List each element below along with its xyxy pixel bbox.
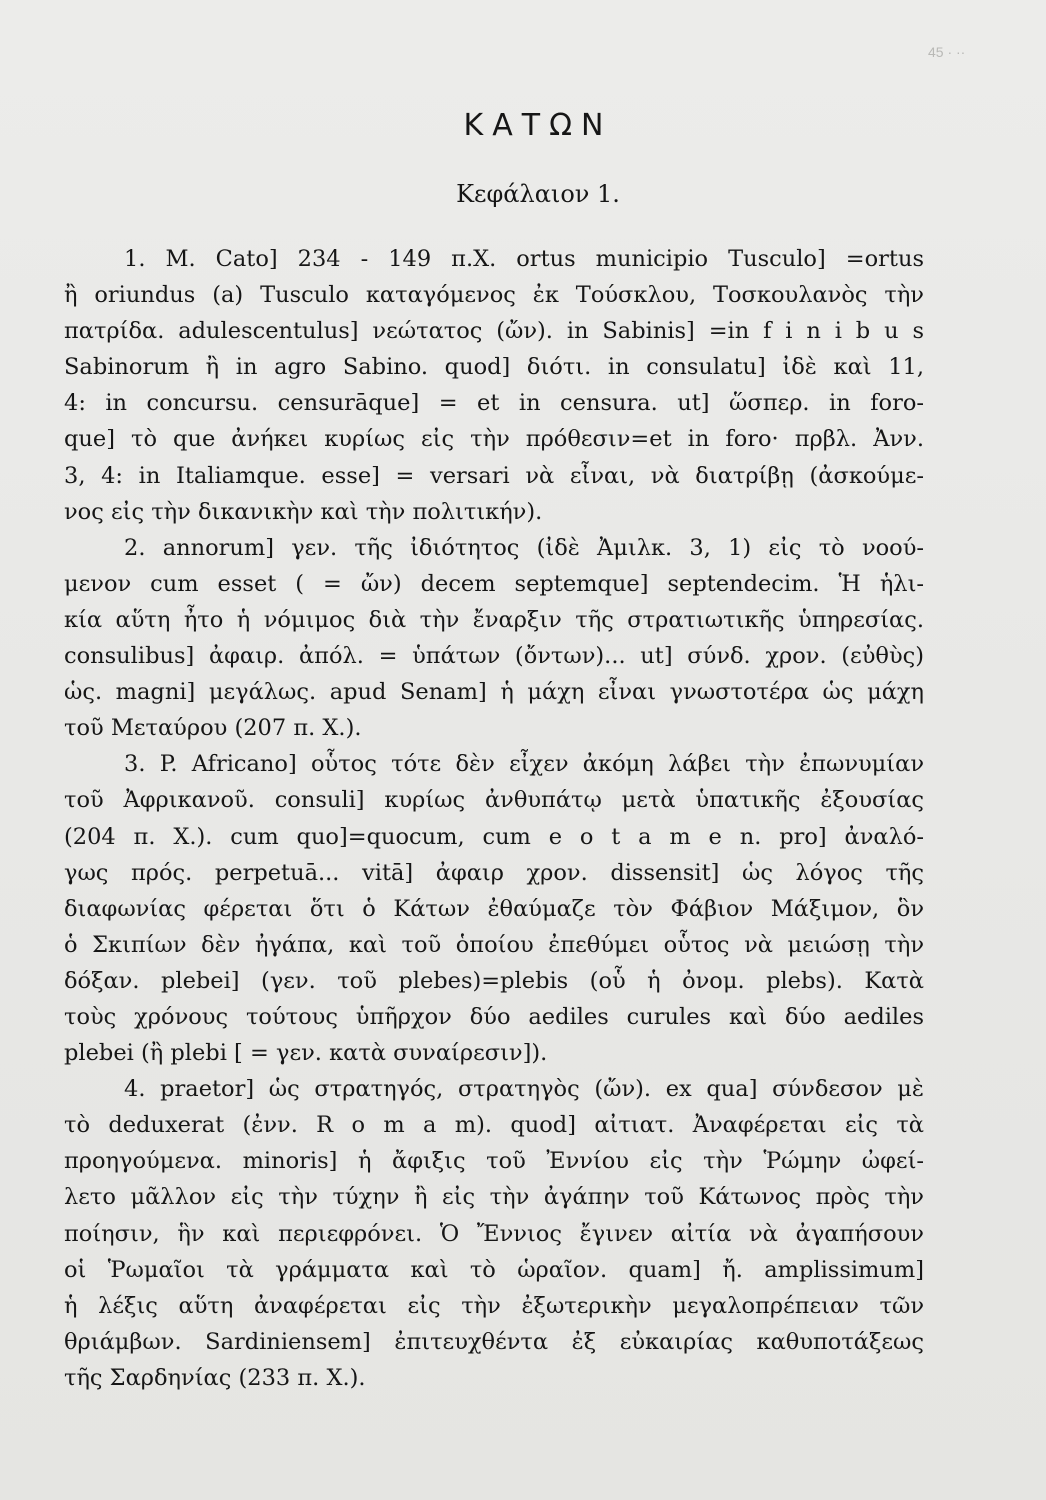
text-line: τοῦ Ἀφρικανοῦ. consuli] κυρίως ἀνθυπάτῳ μετὰ ὑπατικῆς ἐξουσίας [64,787,924,814]
text-line: Sabinorum ἢ in agro Sabino. quod] διότι. in consulatu] ἰδὲ καὶ 11, [64,354,924,381]
text-line: λετο μᾶλλον εἰς τὴν τύχην ἢ εἰς τὴν ἀγάπην τοῦ Κάτωνος πρὸς τὴν [64,1184,924,1211]
text-line: γως πρός. perpetuā... vitā] ἀφαιρ χρον. dissensit] ὡς λόγος τῆς [64,859,924,886]
text-line: τὸ deduxerat (ἐνν. R o m a m). quod] αἰτιατ. Ἀναφέρεται εἰς τὰ [64,1112,924,1139]
text-line: plebei (ἢ plebi [ = γεν. κατὰ συναίρεσιν]). [64,1040,548,1067]
text-line: ἡ λέξις αὕτη ἀναφέρεται εἰς τὴν ἐξωτερικὴν μεγαλοπρέπειαν τῶν [64,1292,924,1319]
text-line: μενον cum esset ( = ὤν) decem septemque] septendecim. Ἡ ἡλι- [64,570,924,597]
text-line: 1. M. Cato] 234 - 149 π.X. ortus municipio Tusculo] =ortus [124,246,924,272]
text-line: ὡς. magni] μεγάλως. apud Senam] ἡ μάχη εἶναι γνωστοτέρα ὡς μάχη [64,679,924,706]
text-line: 3. P. Africano] οὗτος τότε δὲν εἶχεν ἀκόμη λάβει τὴν ἐπωνυμίαν [124,751,924,778]
text-line: τοὺς χρόνους τούτους ὑπῆρχον δύο aediles curules καὶ δύο aediles [64,1003,924,1030]
chapter-heading: Κεφάλαιον 1. [456,180,620,208]
text-line: διαφωνίας φέρεται ὅτι ὁ Κάτων ἐθαύμαζε τὸν Φάβιον Μάξιμον, ὃν [64,895,924,922]
text-line: τῆς Σαρδηνίας (233 π. X.). [64,1364,366,1391]
page-title: ΚΑΤΩΝ [463,108,613,143]
text-line: 3, 4: in Italiamque. esse] = versari νὰ εἶναι, νὰ διατρίβῃ (ἀσκούμε- [64,462,924,489]
text-line: νος εἰς τὴν δικανικὴν καὶ τὴν πολιτικήν). [64,498,543,525]
text-line: οἱ Ῥωμαῖοι τὰ γράμματα καὶ τὸ ὡραῖον. quam] ἤ. amplissimum] [64,1256,924,1283]
text-line: θριάμβων. Sardiniensem] ἐπιτευχθέντα ἐξ εὐκαιρίας καθυποτάξεως [64,1328,924,1355]
text-line: ὁ Σκιπίων δὲν ἠγάπα, καὶ τοῦ ὁποίου ἐπεθύμει οὗτος νὰ μειώσῃ τὴν [64,931,924,958]
text-line: πατρίδα. adulescentulus] νεώτατος (ὤν). in Sabinis] =in f i n i b u s [64,318,924,345]
text-line: ποίησιν, ἣν καὶ περιεφρόνει. Ὁ Ἔννιος ἔγινεν αἰτία νὰ ἀγαπήσουν [64,1220,924,1247]
commentary-body [64,241,924,1396]
text-line: 4. praetor] ὡς στρατηγός, στρατηγὸς (ὤν). ex qua] σύνδεσον μὲ [124,1076,924,1103]
text-line: (204 π. X.). cum quo]=quocum, cum e o t a m e n. pro] ἀναλό- [64,823,924,850]
text-line: ἢ oriundus (a) Tusculo καταγόμενος ἐκ Τούσκλου, Τοσκουλανὸς τὴν [64,282,924,309]
text-line: consulibus] ἀφαιρ. ἀπόλ. = ὑπάτων (ὄντων)... ut] σύνδ. χρον. (εὐθὺς) [64,643,924,670]
text-line: 4: in concursu. censurāque] = et in censura. ut] ὥσπερ. in foro- [64,390,924,417]
text-line: 2. annorum] γεν. τῆς ἰδιότητος (ἰδὲ Ἀμιλκ. 3, 1) εἰς τὸ νοού- [124,534,924,561]
text-line: que] τὸ que ἀνήκει κυρίως εἰς τὴν πρόθεσιν=et in foro· πρβλ. Ἀνν. [64,426,924,453]
text-line: προηγούμενα. minoris] ἡ ἄφιξις τοῦ Ἐννίου εἰς τὴν Ῥώμην ὠφεί- [64,1148,924,1175]
text-line: κία αὕτη ἦτο ἡ νόμιμος διὰ τὴν ἔναρξιν τῆς στρατιωτικῆς ὑπηρεσίας. [64,606,924,633]
text-line: δόξαν. plebei] (γεν. τοῦ plebes)=plebis (οὗ ἡ ὀνομ. plebs). Κατὰ [64,967,924,994]
faint-page-number: 45 · ·· [928,44,966,60]
text-line: τοῦ Μεταύρου (207 π. X.). [64,715,362,742]
